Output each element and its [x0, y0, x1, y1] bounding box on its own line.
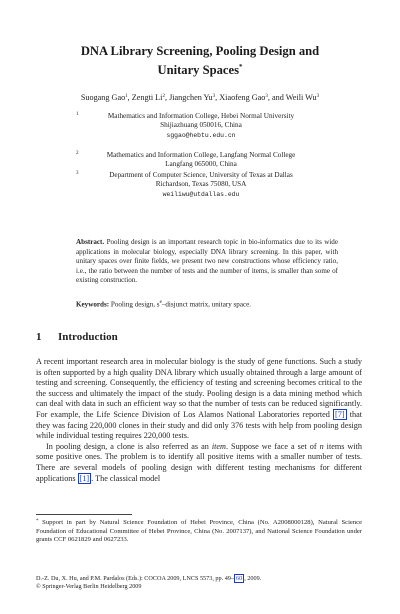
paragraph: A recent important research area in molecular biology is the study of gene functions. Such a study is often supported by a high quality DNA library which usually obtained through a large amount of testing and screening. Consequently, the efficiency of testing and screening becomes critical to the the success and ultimately the impact of the study. Pooling design is a data mining method which can deal with data in such an efficient way so that the number of tests can be reduced significantly. For example, the Life Science Division of Los Alamos National Laboratories reported [7] that they was facing 220,000 clones in their study and did only 376 tests with help from pooling design while individual testing requires 220,000 tests. [36, 357, 363, 441]
section-heading [36, 331, 118, 343]
author-name: Suogang Gao [80, 93, 126, 102]
affiliation-2: 2 Mathematics and Information College, Langfang Normal College Langfang 065000, China [76, 151, 296, 169]
email-link[interactable]: weiliwu@utdallas.edu [162, 190, 240, 198]
footnote-text: Support in part by Natural Science Foundation of Hebei Province, China (No. A2008000128), Natural Science Foundation of Educational Committee of Hebei Province, China (No. 2007137), and National Science Foundation under grants CCF 0621829 and 0627233. [36, 519, 362, 544]
author-list: Suogang Gao$^1$, Zengti Li$^2$, Jiangchen Yu$^3$, Xiaofeng Gao$^3$, and Weili Wu$^3$ [80, 93, 320, 102]
paragraph: In pooling design, a clone is also referred as an item. Suppose we face a set of n items with some positive ones. The problem is to identify all positive items with a smaller number of tests. There are several models of pooling design with different testing mechanisms for different applications [1] . The classical model [36, 441, 362, 483]
author-name: Weili Wu [285, 93, 317, 102]
footnote-divider [36, 514, 132, 515]
affiliation-1: 1 Mathematics and Information College, Hebei Normal University Shijiazhuang 050016, China sggao@hebtu.edu.cn [76, 112, 326, 140]
keywords: Keywords: Pooling design, $s^e$–disjunct matrix, unitary space. [76, 300, 252, 309]
abstract-label: Abstract. [76, 238, 105, 246]
abstract [76, 238, 338, 286]
title-footnote-mark: * [239, 63, 243, 71]
author-aff-mark: 3 [212, 94, 216, 99]
section-number: 1 [36, 331, 42, 343]
publication-info: D.-Z. Du, X. Hu, and P.M. Pardalos (Eds.): COCOA 2009, LNCS 5573, pp. 49– 60 , 2009. © Springer-Verlag Berlin Heidelberg 2009 [36, 575, 366, 591]
copyright-line: © Springer-Verlag Berlin Heidelberg 2009 [36, 583, 142, 590]
author-aff-mark: 3 [265, 94, 268, 99]
body-text [36, 357, 362, 484]
email-link[interactable]: sggao@hebtu.edu.cn [166, 131, 236, 139]
author-aff-mark: 2 [162, 94, 165, 99]
citation-link[interactable]: [1] [79, 473, 90, 483]
author-aff-mark: 1 [125, 94, 128, 99]
footnote-mark: * [36, 519, 39, 524]
abstract-text: Pooling design is an important research topic in bio-informatics due to its wide applications in molecular biology, especially DNA library screening. In this paper, with unitary spaces over finite fields, we present two new constructions whose efficiency ratio, i.e., the ratio between the number of tests and the number of items, is smaller than some of existing construction. [76, 238, 339, 284]
author-name: Xiaofeng Gao [219, 93, 266, 102]
affiliation-3: 3 Department of Computer Science, University of Texas at Dallas Richardson, Texas 75080, USA weiliwu@utdallas.edu [76, 171, 326, 199]
title-line-2: Unitary Spaces [157, 63, 239, 77]
page-link[interactable]: 60 [236, 575, 243, 582]
author-aff-mark: 3 [316, 94, 320, 99]
keywords-label: Keywords: [76, 300, 110, 309]
author-name: Zengti Li [131, 93, 163, 102]
paper-title [40, 43, 360, 78]
title-line-1: DNA Library Screening, Pooling Design and [80, 44, 320, 58]
author-name: Jiangchen Yu [169, 93, 213, 102]
footnote [36, 518, 362, 545]
citation-link[interactable]: [7] [335, 409, 345, 419]
section-title: Introduction [58, 331, 118, 343]
